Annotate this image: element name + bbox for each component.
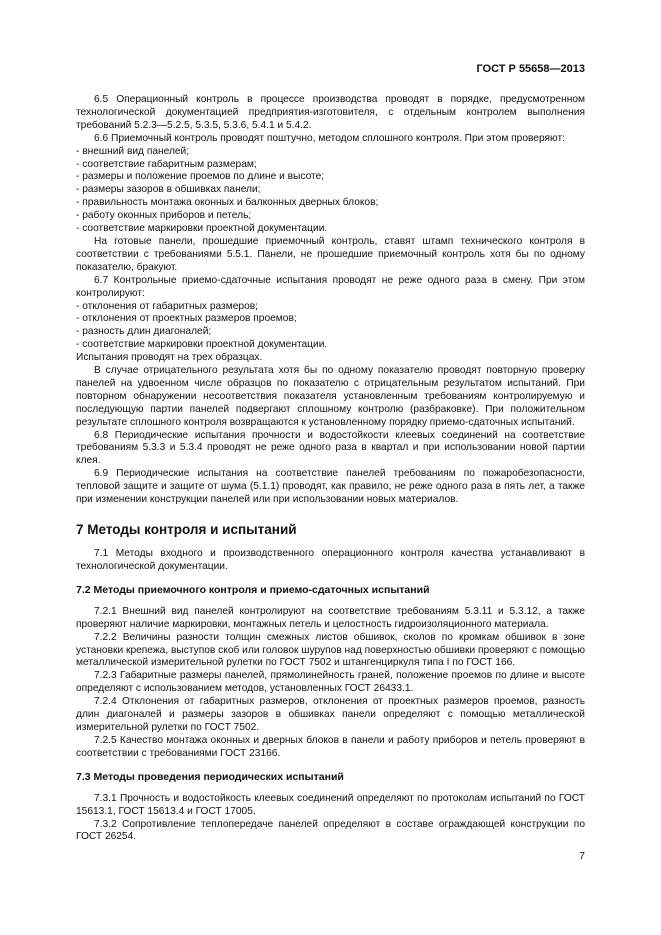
paragraph: 6.5 Операционный контроль в процессе производства проводят в порядке, предусмотренном технологической документацией предприятия-изготовителя, с отдельным контролем выполнения требований 5.2.3—5.2.5, 5.3.5, 5.3.6, 5.4.1 и 5.4.2.: [76, 94, 585, 131]
paragraph: - отклонения от габаритных размеров;: [76, 300, 258, 312]
paragraph: 7.3.2 Сопротивление теплопередаче панелей определяют в составе ограждающей конструкции по ГОСТ 26254.: [76, 818, 585, 843]
paragraph: 6.8 Периодические испытания прочности и водостойкости клеевых соединений на соответствие требованиям 5.3.3 и 5.3.4 проводят не реже одного раза в квартал и при использовании новой партии клея.: [76, 429, 585, 467]
page-number: 7: [579, 850, 585, 862]
paragraph: 7.3.1 Прочность и водостойкость клеевых соединений определяют по протоколам испытаний по ГОСТ 15613.1, ГОСТ 15613.4 и ГОСТ 17005.: [76, 792, 585, 817]
paragraph: 7.2.2 Величины разности толщин смежных листов обшивок, сколов по кромкам обшивок в зоне установки крепежа, выступов скоб или головок шурупов над поверхностью обшивки проверяют с помощью металлической измерительной рулетки по ГОСТ 7502 и штангенциркуля типа I по ГОСТ 166.: [76, 631, 585, 669]
paragraph: 7.2.5 Качество монтажа оконных и дверных блоков в панели и работу приборов и петель проверяют в соответствии с требованиями ГОСТ 23166.: [76, 734, 585, 759]
subsection-heading: 7.3 Методы проведения периодических испытаний: [76, 770, 344, 783]
paragraph: 7.2.1 Внешний вид панелей контролируют на соответствие требованиям 5.3.11 и 5.3.12, а также проверяют наличие маркировки, монтажных петель и целостность гидроизоляционного материала.: [76, 605, 585, 630]
paragraph: 6.9 Периодические испытания на соответствие панелей требованиям по пожаробезопасности, тепловой защите и защите от шума (5.1.1) проводят, как правило, не реже одного раза в пять лет, а также при изменении конструкции панелей или при использовании новых материалов.: [76, 468, 585, 506]
paragraph: 6.7 Контрольные приемо-сдаточные испытания проводят не реже одного раза в смену. При этом контролируют:: [76, 274, 585, 299]
paragraph: - работу оконных приборов и петель;: [76, 210, 252, 222]
paragraph: - внешний вид панелей;: [76, 145, 190, 157]
paragraph: В случае отрицательного результата хотя бы по одному показателю проводят повторную проверку панелей на удвоенном числе образцов по показателю с отрицательным результатом испытаний. При повторном обнаружении несоответствия показателя установленным требованиям контролируемую и последующую партии панелей подвергают сплошному контролю (разбраковке). При положительном результате сплошного контроля возвращаются к установленному порядку приемо-сдаточных испытаний.: [76, 365, 585, 428]
paragraph: 7.2.4 Отклонения от габаритных размеров, отклонения от проектных размеров проемов, разность длин диагоналей и размеры зазоров в обшивках панели определяют с помощью металлической измерительной рулетки по ГОСТ 7502.: [76, 696, 585, 733]
paragraph: - соответствие габаритным размерам;: [76, 158, 257, 170]
paragraph: - размеры зазоров в обшивках панели;: [76, 184, 261, 196]
paragraph: 7.2.3 Габаритные размеры панелей, прямолинейность граней, положение проемов по длине и высоте определяют с использованием методов, установленных ГОСТ 26433.1.: [76, 670, 585, 695]
paragraph: - разность длин диагоналей;: [76, 326, 212, 338]
subsection-heading: 7.2 Методы приемочного контроля и приемо-сдаточных испытаний: [76, 583, 430, 596]
paragraph: 7.1 Методы входного и производственного операционного контроля качества устанавливают в технологической документации.: [76, 548, 585, 572]
section-heading: 7 Методы контроля и испытаний: [76, 522, 297, 537]
document-header: ГОСТ Р 55658—2013: [476, 63, 585, 75]
paragraph: Испытания проводят на трех образцах.: [76, 352, 263, 364]
paragraph: На готовые панели, прошедшие приемочный контроль, ставят штамп технического контроля в соответствии с требованиями 5.5.1. Панели, не прошедшие приемочный контроль хотя бы по одному показателю, бракуют.: [76, 235, 585, 273]
paragraph: - правильность монтажа оконных и балконных дверных блоков;: [76, 197, 379, 209]
paragraph: 6.6 Приемочный контроль проводят поштучно, методом сплошного контроля. При этом проверяют:: [94, 132, 565, 144]
paragraph: - соответствие маркировки проектной документации.: [76, 339, 328, 351]
paragraph: - размеры и положение проемов по длине и высоте;: [76, 171, 325, 183]
paragraph: - соответствие маркировки проектной документации.: [76, 223, 328, 235]
document-body: [76, 94, 585, 844]
paragraph: - отклонения от проектных размеров проемов;: [76, 313, 297, 325]
